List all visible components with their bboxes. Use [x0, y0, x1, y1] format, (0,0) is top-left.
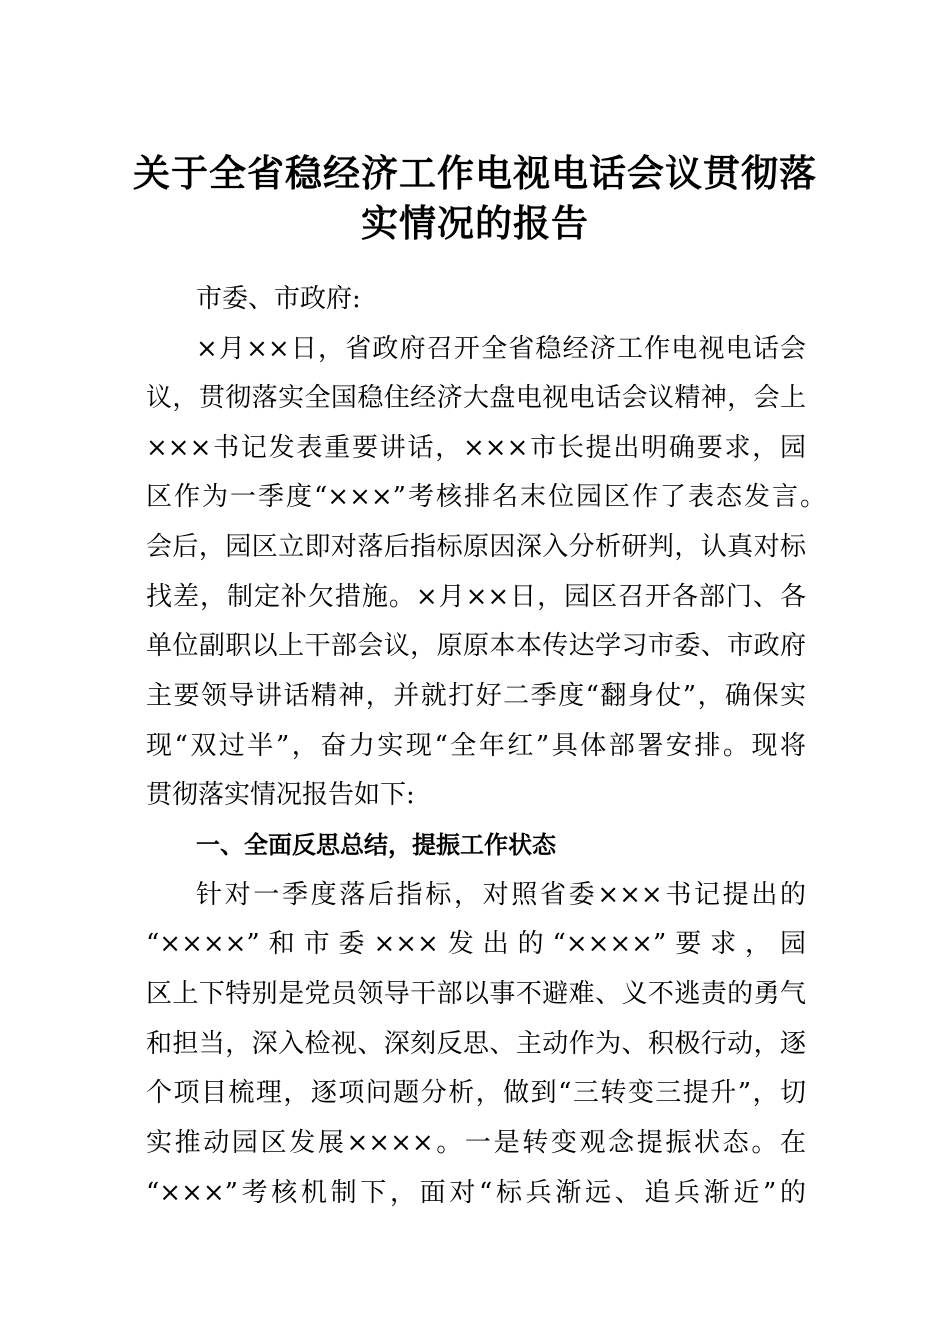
- paragraph-line: ×月××日，省政府召开全省稳经济工作电视电话会: [196, 334, 806, 364]
- paragraph-line: ×××书记发表重要讲话，×××市长提出明确要求，园: [146, 433, 806, 463]
- paragraph-line: “×××”考核机制下，面对“标兵渐远、追兵渐近”的: [146, 1178, 806, 1208]
- salutation: 市委、市政府:: [196, 284, 361, 314]
- document-title-line-2: 实情况的报告: [361, 201, 589, 245]
- paragraph-line: 单位副职以上干部会议，原原本本传达学习市委、市政府: [146, 631, 806, 661]
- paragraph-line: 实推动园区发展××××。一是转变观念提振状态。在: [146, 1128, 806, 1158]
- paragraph-line: 和担当，深入检视、深刻反思、主动作为、积极行动，逐: [146, 1029, 806, 1059]
- paragraph-line: 会后，园区立即对落后指标原因深入分析研判，认真对标: [146, 532, 806, 562]
- section-heading: 一、全面反思总结，提振工作状态: [196, 831, 556, 859]
- paragraph-line: 主要领导讲话精神，并就打好二季度“翻身仗”，确保实: [146, 681, 806, 711]
- paragraph-line: 贯彻落实情况报告如下:: [146, 780, 415, 810]
- paragraph-line: “××××”和市委×××发出的“××××”要求，园: [146, 929, 806, 959]
- paragraph-line: 议，贯彻落实全国稳住经济大盘电视电话会议精神，会上: [146, 383, 806, 413]
- paragraph-line: 针对一季度落后指标，对照省委×××书记提出的: [196, 880, 806, 910]
- paragraph-line: 区作为一季度“×××”考核排名末位园区作了表态发言。: [146, 482, 826, 512]
- paragraph-line: 找差，制定补欠措施。×月××日，园区召开各部门、各: [146, 582, 806, 612]
- document-title-line-1: 关于全省稳经济工作电视电话会议贯彻落: [133, 151, 817, 195]
- paragraph-line: 区上下特别是党员领导干部以事不避难、义不逃责的勇气: [146, 979, 806, 1009]
- paragraph-line: 个项目梳理，逐项问题分析，做到“三转变三提升”，切: [146, 1078, 806, 1108]
- paragraph-line: 现“双过半”，奋力实现“全年红”具体部署安排。现将: [146, 731, 806, 761]
